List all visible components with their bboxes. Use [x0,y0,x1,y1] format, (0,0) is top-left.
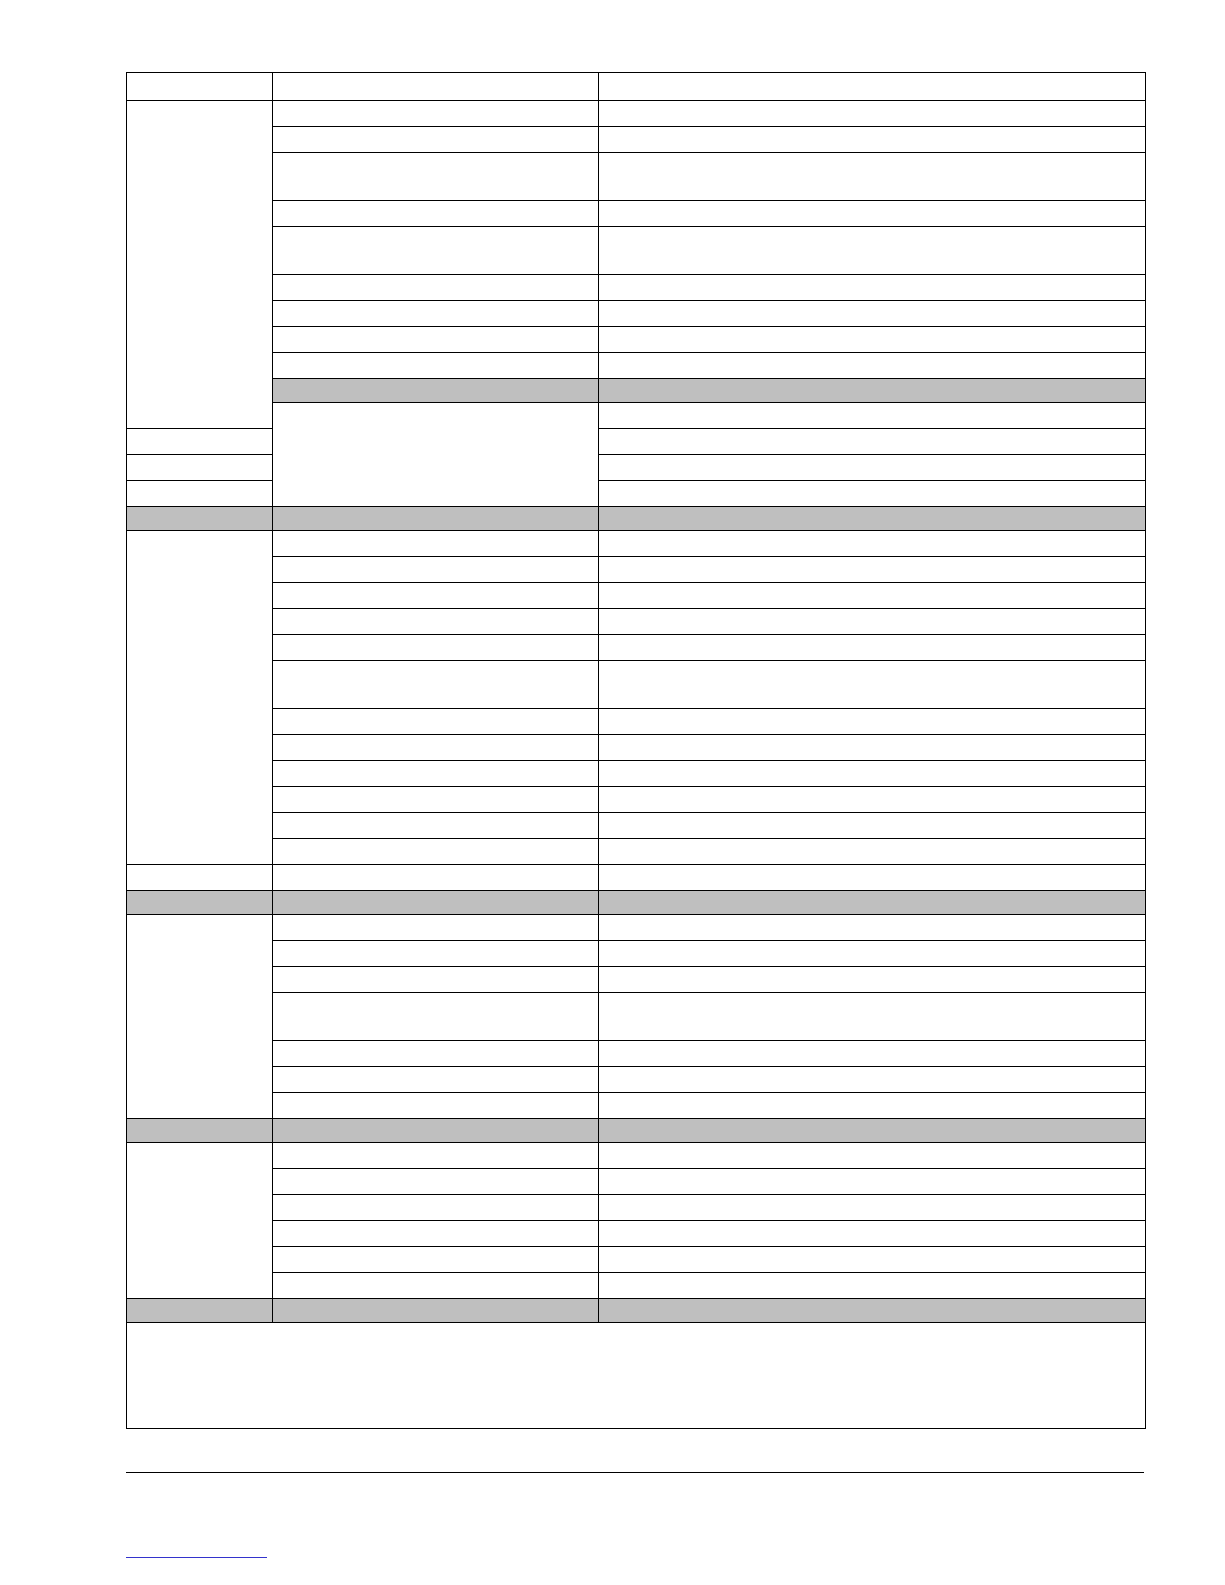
group-label-cell [127,915,273,1119]
document-table-body [127,73,1146,1429]
document-table [126,72,1146,1429]
table-row [127,735,1146,761]
item-cell [273,609,599,635]
item-cell [273,353,599,379]
item-cell [273,709,599,735]
item-cell [273,1221,599,1247]
table-row [127,1143,1146,1169]
item-cell [127,429,273,455]
category-cell [127,73,273,101]
description-cell [599,1247,1146,1273]
category-cell [127,865,273,891]
description-cell [599,557,1146,583]
description-cell [599,73,1146,101]
item-cell [273,1299,599,1323]
description-cell [599,967,1146,993]
section-header-row [127,891,1146,915]
table-row [127,1041,1146,1067]
group-label-cell [127,1143,273,1299]
item-cell [273,1041,599,1067]
item-cell [273,153,599,201]
footer-link-underline [126,1557,267,1558]
description-cell [599,609,1146,635]
description-cell [599,839,1146,865]
item-cell [273,301,599,327]
category-cell [127,1119,273,1143]
item-cell [273,1247,599,1273]
item-cell [273,507,599,531]
description-cell [599,201,1146,227]
category-cell [127,507,273,531]
description-cell [599,583,1146,609]
item-cell [127,481,273,507]
item-cell [273,557,599,583]
notes-cell [127,1323,1146,1429]
description-cell [599,891,1146,915]
table-row [127,1195,1146,1221]
description-cell [599,1273,1146,1299]
description-cell [599,455,1146,481]
description-cell [599,635,1146,661]
item-cell [127,455,273,481]
group-label-cell [273,403,599,507]
description-cell [599,941,1146,967]
description-cell [599,327,1146,353]
description-cell [599,1195,1146,1221]
table-header-row [127,73,1146,101]
description-cell [599,531,1146,557]
item-cell [273,1143,599,1169]
description-cell [599,1093,1146,1119]
section-header-row [127,1299,1146,1323]
table-row [127,993,1146,1041]
item-cell [273,1067,599,1093]
table-row [127,101,1146,127]
table-row [127,787,1146,813]
table-row [127,1247,1146,1273]
description-cell [599,787,1146,813]
item-cell [273,865,599,891]
item-cell [273,891,599,915]
section-header-row [127,379,1146,403]
item-cell [273,275,599,301]
description-cell [599,301,1146,327]
item-cell [273,761,599,787]
description-cell [599,1169,1146,1195]
category-cell [127,891,273,915]
table-row [127,227,1146,275]
table-row [127,839,1146,865]
table-row [127,353,1146,379]
table-row [127,1221,1146,1247]
item-cell [599,379,1146,403]
table-row [127,609,1146,635]
description-cell [599,1299,1146,1323]
description-cell [599,353,1146,379]
item-cell [273,101,599,127]
item-cell [273,531,599,557]
description-cell [599,1119,1146,1143]
table-row [127,127,1146,153]
table-row [127,865,1146,891]
item-cell [599,403,1146,429]
table-row [127,709,1146,735]
description-cell [599,915,1146,941]
table-row [127,1169,1146,1195]
category-cell [273,379,599,403]
table-row [127,201,1146,227]
item-cell [273,787,599,813]
description-cell [599,227,1146,275]
item-cell [273,915,599,941]
description-cell [599,153,1146,201]
item-cell [273,1195,599,1221]
description-cell [599,1143,1146,1169]
group-label-cell [127,101,273,429]
description-cell [599,481,1146,507]
description-cell [599,275,1146,301]
table-row [127,531,1146,557]
description-cell [599,127,1146,153]
item-cell [273,1169,599,1195]
item-cell [273,73,599,101]
description-cell [599,1067,1146,1093]
description-cell [599,865,1146,891]
description-cell [599,993,1146,1041]
table-row [127,967,1146,993]
item-cell [273,227,599,275]
description-cell [599,507,1146,531]
table-row [127,941,1146,967]
table-row [127,1093,1146,1119]
item-cell [273,661,599,709]
section-header-row [127,507,1146,531]
table-row [127,761,1146,787]
item-cell [273,1273,599,1299]
item-cell [273,1093,599,1119]
table-row [127,813,1146,839]
group-label-cell [127,531,273,865]
item-cell [273,993,599,1041]
table-row [127,301,1146,327]
description-cell [599,735,1146,761]
table-row [127,327,1146,353]
item-cell [273,1119,599,1143]
description-cell [599,429,1146,455]
category-cell [127,1299,273,1323]
description-cell [599,661,1146,709]
item-cell [273,941,599,967]
item-cell [273,635,599,661]
footer-rule [126,1472,1144,1473]
description-cell [599,101,1146,127]
description-cell [599,1221,1146,1247]
item-cell [273,327,599,353]
item-cell [273,127,599,153]
item-cell [273,839,599,865]
item-cell [273,967,599,993]
table-row [127,583,1146,609]
table-row [127,915,1146,941]
table-row [127,661,1146,709]
table-row [127,275,1146,301]
section-header-row [127,1119,1146,1143]
description-cell [599,709,1146,735]
item-cell [273,735,599,761]
description-cell [599,813,1146,839]
table-row [127,403,1146,429]
item-cell [273,583,599,609]
item-cell [273,201,599,227]
item-cell [273,813,599,839]
description-cell [599,761,1146,787]
description-cell [599,1041,1146,1067]
table-row [127,557,1146,583]
table-row [127,153,1146,201]
table-row [127,1273,1146,1299]
notes-row [127,1323,1146,1429]
table-row [127,1067,1146,1093]
table-row [127,635,1146,661]
